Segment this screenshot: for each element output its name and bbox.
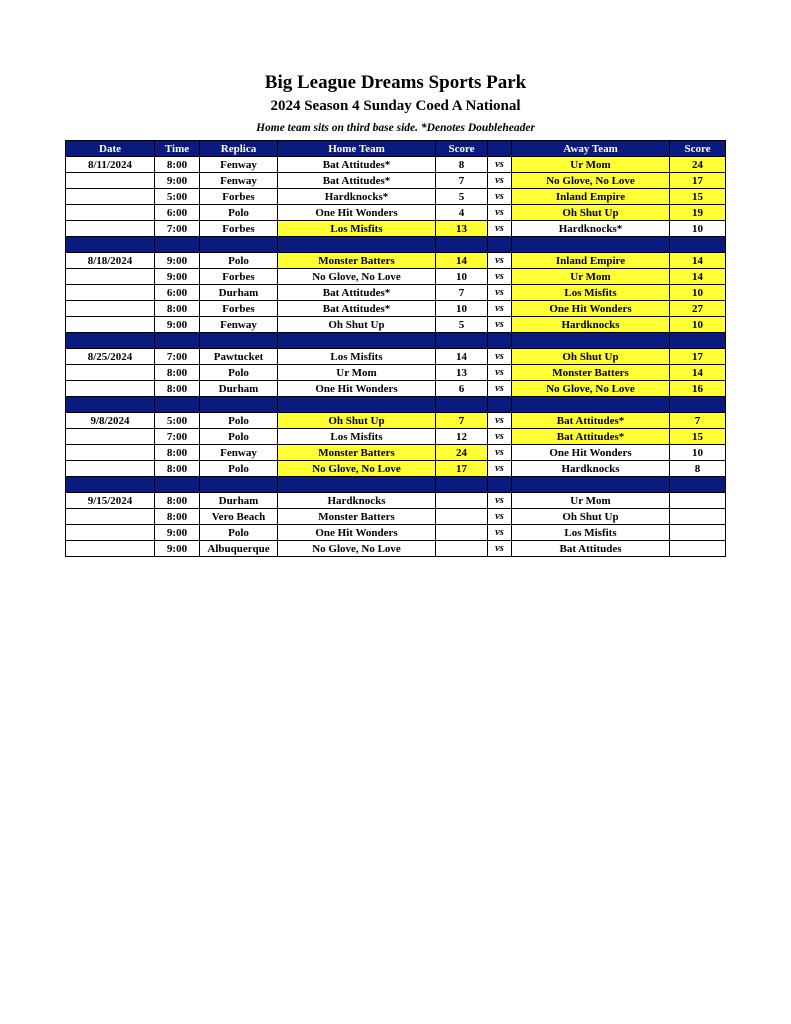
time-cell: 8:00 [155, 157, 200, 173]
away-team-cell: Inland Empire [512, 189, 670, 205]
away-score-cell: 10 [670, 445, 726, 461]
home-team-cell: No Glove, No Love [278, 461, 436, 477]
away-score-cell: 7 [670, 413, 726, 429]
time-cell: 6:00 [155, 205, 200, 221]
replica-cell: Forbes [200, 301, 278, 317]
replica-cell: Fenway [200, 445, 278, 461]
col-header-date: Date [66, 141, 155, 157]
away-score-cell: 17 [670, 173, 726, 189]
time-cell: 9:00 [155, 317, 200, 333]
date-cell [66, 173, 155, 189]
home-team-cell: Monster Batters [278, 253, 436, 269]
away-team-cell: Bat Attitudes* [512, 413, 670, 429]
away-team-cell: Hardknocks* [512, 221, 670, 237]
date-cell [66, 541, 155, 557]
vs-cell: vs [488, 157, 512, 173]
home-team-cell: Monster Batters [278, 445, 436, 461]
separator-cell [200, 397, 278, 413]
table-row [66, 429, 726, 445]
separator-cell [155, 333, 200, 349]
separator-cell [278, 477, 436, 493]
date-cell [66, 381, 155, 397]
home-score-cell [436, 493, 488, 509]
date-cell [66, 205, 155, 221]
time-cell: 9:00 [155, 541, 200, 557]
vs-cell: vs [488, 461, 512, 477]
time-cell: 9:00 [155, 525, 200, 541]
table-row [66, 349, 726, 365]
replica-cell: Polo [200, 525, 278, 541]
time-cell: 7:00 [155, 349, 200, 365]
separator-cell [436, 237, 488, 253]
away-score-cell: 10 [670, 221, 726, 237]
home-team-cell: Bat Attitudes* [278, 157, 436, 173]
separator-cell [66, 397, 155, 413]
away-team-cell: One Hit Wonders [512, 301, 670, 317]
date-cell: 8/25/2024 [66, 349, 155, 365]
page-title: Big League Dreams Sports Park [264, 72, 527, 93]
home-score-cell: 24 [436, 445, 488, 461]
week-separator-row [66, 397, 726, 413]
separator-cell [200, 237, 278, 253]
vs-cell: vs [488, 493, 512, 509]
home-team-cell: Bat Attitudes* [278, 173, 436, 189]
home-team-cell: One Hit Wonders [278, 525, 436, 541]
date-cell [66, 461, 155, 477]
separator-cell [488, 333, 512, 349]
home-team-cell: Oh Shut Up [278, 413, 436, 429]
home-team-cell: Hardknocks [278, 493, 436, 509]
away-team-cell: No Glove, No Love [512, 381, 670, 397]
away-team-cell: Ur Mom [512, 493, 670, 509]
date-cell [66, 445, 155, 461]
time-cell: 8:00 [155, 365, 200, 381]
date-cell [66, 509, 155, 525]
separator-cell [278, 237, 436, 253]
away-score-cell: 8 [670, 461, 726, 477]
date-cell [66, 317, 155, 333]
away-team-cell: Inland Empire [512, 253, 670, 269]
table-row [66, 317, 726, 333]
home-score-cell: 10 [436, 269, 488, 285]
home-team-cell: One Hit Wonders [278, 205, 436, 221]
vs-cell: vs [488, 285, 512, 301]
home-team-cell: Hardknocks* [278, 189, 436, 205]
home-score-cell: 5 [436, 189, 488, 205]
away-team-cell: Bat Attitudes* [512, 429, 670, 445]
separator-cell [155, 477, 200, 493]
separator-cell [436, 477, 488, 493]
replica-cell: Albuquerque [200, 541, 278, 557]
replica-cell: Polo [200, 365, 278, 381]
date-cell [66, 429, 155, 445]
separator-cell [155, 397, 200, 413]
week-separator-row [66, 333, 726, 349]
vs-cell: vs [488, 509, 512, 525]
vs-cell: vs [488, 525, 512, 541]
away-score-cell: 14 [670, 365, 726, 381]
separator-cell [436, 333, 488, 349]
home-team-cell: Monster Batters [278, 509, 436, 525]
page-subtitle: 2024 Season 4 Sunday Coed A National [270, 98, 521, 114]
col-header-time: Time [155, 141, 200, 157]
table-row [66, 301, 726, 317]
table-row [66, 525, 726, 541]
away-score-cell: 24 [670, 157, 726, 173]
away-score-cell [670, 525, 726, 541]
col-header-vs [488, 141, 512, 157]
away-score-cell [670, 541, 726, 557]
time-cell: 8:00 [155, 493, 200, 509]
time-cell: 8:00 [155, 301, 200, 317]
col-header-replica: Replica [200, 141, 278, 157]
vs-cell: vs [488, 445, 512, 461]
home-score-cell: 6 [436, 381, 488, 397]
home-score-cell: 7 [436, 173, 488, 189]
table-row [66, 205, 726, 221]
time-cell: 8:00 [155, 381, 200, 397]
separator-cell [488, 237, 512, 253]
separator-cell [670, 333, 726, 349]
away-team-cell: Ur Mom [512, 157, 670, 173]
col-header-away-team: Away Team [512, 141, 670, 157]
away-team-cell: Hardknocks [512, 461, 670, 477]
separator-cell [66, 333, 155, 349]
date-cell: 9/8/2024 [66, 413, 155, 429]
home-score-cell: 8 [436, 157, 488, 173]
home-score-cell: 13 [436, 221, 488, 237]
home-team-cell: No Glove, No Love [278, 269, 436, 285]
vs-cell: vs [488, 189, 512, 205]
time-cell: 8:00 [155, 509, 200, 525]
table-row [66, 445, 726, 461]
away-score-cell: 15 [670, 189, 726, 205]
table-row [66, 493, 726, 509]
vs-cell: vs [488, 381, 512, 397]
away-score-cell: 14 [670, 269, 726, 285]
replica-cell: Fenway [200, 173, 278, 189]
date-cell: 8/18/2024 [66, 253, 155, 269]
away-team-cell: Monster Batters [512, 365, 670, 381]
separator-cell [155, 237, 200, 253]
time-cell: 6:00 [155, 285, 200, 301]
date-cell [66, 285, 155, 301]
separator-cell [66, 477, 155, 493]
home-team-cell: Bat Attitudes* [278, 285, 436, 301]
date-cell [66, 221, 155, 237]
replica-cell: Polo [200, 413, 278, 429]
table-row [66, 221, 726, 237]
away-team-cell: Oh Shut Up [512, 205, 670, 221]
separator-cell [670, 397, 726, 413]
table-row [66, 189, 726, 205]
table-row [66, 365, 726, 381]
table-row [66, 461, 726, 477]
replica-cell: Polo [200, 461, 278, 477]
home-score-cell: 17 [436, 461, 488, 477]
home-team-cell: Los Misfits [278, 349, 436, 365]
replica-cell: Forbes [200, 269, 278, 285]
separator-cell [200, 477, 278, 493]
separator-cell [512, 237, 670, 253]
vs-cell: vs [488, 205, 512, 221]
separator-cell [278, 397, 436, 413]
table-row [66, 541, 726, 557]
away-team-cell: One Hit Wonders [512, 445, 670, 461]
date-cell: 9/15/2024 [66, 493, 155, 509]
vs-cell: vs [488, 317, 512, 333]
time-cell: 5:00 [155, 189, 200, 205]
col-header-home-team: Home Team [278, 141, 436, 157]
time-cell: 9:00 [155, 173, 200, 189]
vs-cell: vs [488, 301, 512, 317]
separator-cell [670, 477, 726, 493]
separator-cell [66, 237, 155, 253]
home-team-cell: Los Misfits [278, 221, 436, 237]
home-team-cell: Oh Shut Up [278, 317, 436, 333]
table-row [66, 173, 726, 189]
schedule-table [65, 140, 726, 557]
date-cell [66, 189, 155, 205]
date-cell: 8/11/2024 [66, 157, 155, 173]
away-score-cell: 10 [670, 317, 726, 333]
away-score-cell: 27 [670, 301, 726, 317]
vs-cell: vs [488, 349, 512, 365]
away-team-cell: Los Misfits [512, 525, 670, 541]
time-cell: 7:00 [155, 429, 200, 445]
time-cell: 7:00 [155, 221, 200, 237]
separator-cell [512, 333, 670, 349]
separator-cell [278, 333, 436, 349]
replica-cell: Durham [200, 493, 278, 509]
table-row [66, 269, 726, 285]
time-cell: 5:00 [155, 413, 200, 429]
col-header-home-score: Score [436, 141, 488, 157]
away-team-cell: Oh Shut Up [512, 509, 670, 525]
table-row [66, 157, 726, 173]
table-row [66, 509, 726, 525]
time-cell: 8:00 [155, 461, 200, 477]
home-score-cell: 7 [436, 285, 488, 301]
away-score-cell: 16 [670, 381, 726, 397]
away-team-cell: Hardknocks [512, 317, 670, 333]
separator-cell [436, 397, 488, 413]
away-team-cell: Bat Attitudes [512, 541, 670, 557]
vs-cell: vs [488, 173, 512, 189]
replica-cell: Vero Beach [200, 509, 278, 525]
home-score-cell: 12 [436, 429, 488, 445]
replica-cell: Pawtucket [200, 349, 278, 365]
vs-cell: vs [488, 365, 512, 381]
vs-cell: vs [488, 221, 512, 237]
away-team-cell: Ur Mom [512, 269, 670, 285]
date-cell [66, 301, 155, 317]
separator-cell [488, 397, 512, 413]
date-cell [66, 269, 155, 285]
table-row [66, 285, 726, 301]
replica-cell: Forbes [200, 221, 278, 237]
time-cell: 9:00 [155, 269, 200, 285]
away-team-cell: Los Misfits [512, 285, 670, 301]
vs-cell: vs [488, 253, 512, 269]
home-score-cell: 10 [436, 301, 488, 317]
separator-cell [512, 397, 670, 413]
date-cell [66, 365, 155, 381]
table-row [66, 253, 726, 269]
away-score-cell: 10 [670, 285, 726, 301]
date-cell [66, 525, 155, 541]
home-score-cell: 5 [436, 317, 488, 333]
week-separator-row [66, 477, 726, 493]
home-score-cell: 14 [436, 253, 488, 269]
vs-cell: vs [488, 541, 512, 557]
away-score-cell: 15 [670, 429, 726, 445]
away-score-cell [670, 493, 726, 509]
separator-cell [488, 477, 512, 493]
replica-cell: Fenway [200, 317, 278, 333]
separator-cell [512, 477, 670, 493]
separator-cell [670, 237, 726, 253]
replica-cell: Durham [200, 285, 278, 301]
home-score-cell [436, 509, 488, 525]
home-score-cell [436, 541, 488, 557]
home-team-cell: Los Misfits [278, 429, 436, 445]
away-team-cell: No Glove, No Love [512, 173, 670, 189]
away-score-cell [670, 509, 726, 525]
replica-cell: Durham [200, 381, 278, 397]
replica-cell: Fenway [200, 157, 278, 173]
schedule-body [66, 157, 726, 557]
time-cell: 9:00 [155, 253, 200, 269]
away-score-cell: 14 [670, 253, 726, 269]
home-team-cell: Bat Attitudes* [278, 301, 436, 317]
home-team-cell: Ur Mom [278, 365, 436, 381]
time-cell: 8:00 [155, 445, 200, 461]
home-score-cell: 13 [436, 365, 488, 381]
home-score-cell [436, 525, 488, 541]
replica-cell: Polo [200, 205, 278, 221]
home-team-cell: No Glove, No Love [278, 541, 436, 557]
table-row [66, 381, 726, 397]
replica-cell: Polo [200, 253, 278, 269]
away-score-cell: 17 [670, 349, 726, 365]
away-score-cell: 19 [670, 205, 726, 221]
col-header-away-score: Score [670, 141, 726, 157]
vs-cell: vs [488, 413, 512, 429]
home-score-cell: 7 [436, 413, 488, 429]
header-row [66, 141, 726, 157]
home-score-cell: 4 [436, 205, 488, 221]
away-team-cell: Oh Shut Up [512, 349, 670, 365]
schedule-note: Home team sits on third base side. *Denotes Doubleheader [256, 122, 535, 134]
replica-cell: Polo [200, 429, 278, 445]
home-score-cell: 14 [436, 349, 488, 365]
home-team-cell: One Hit Wonders [278, 381, 436, 397]
vs-cell: vs [488, 429, 512, 445]
vs-cell: vs [488, 269, 512, 285]
replica-cell: Forbes [200, 189, 278, 205]
table-row [66, 413, 726, 429]
separator-cell [200, 333, 278, 349]
week-separator-row [66, 237, 726, 253]
